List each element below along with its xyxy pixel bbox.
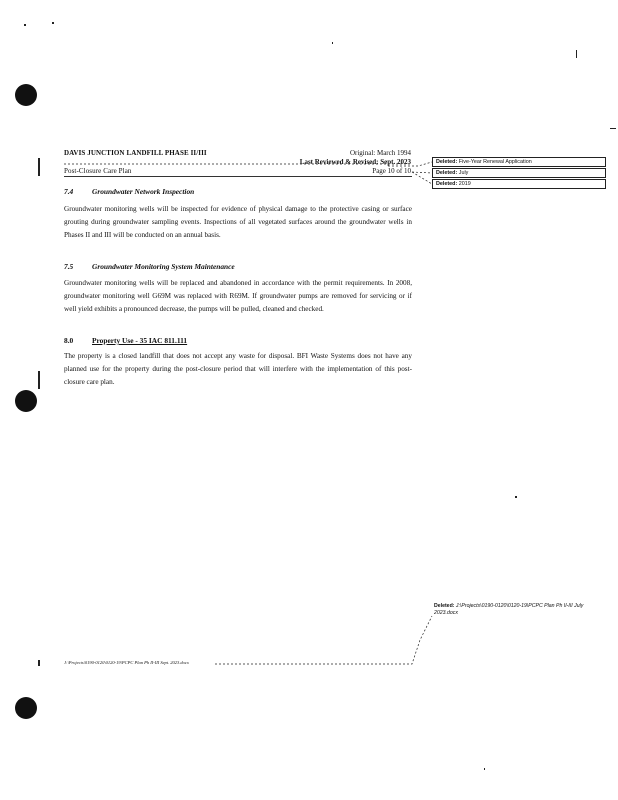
footer-path: J:\Projects\0190-0120\0120-19\PCPC Plan Ph II-III Sept. 2023.docx xyxy=(64,660,189,665)
section-8-0-body: The property is a closed landfill that does not accept any waste for disposal. BFI Waste Systems does not have any planned use for the property during the post-closure period that will interfere with the implementation of this post-closure care plan. xyxy=(64,352,412,387)
revision-text: Five-Year Renewal Application xyxy=(458,159,532,165)
revision-label: Deleted: xyxy=(436,170,458,176)
revision-label: Deleted: xyxy=(436,181,458,187)
document-subtitle: Post-Closure Care Plan xyxy=(64,167,132,175)
section-title: Groundwater Network Inspection xyxy=(92,187,195,196)
revision-text: J:\Projects\0190-0120\0120-19\PCPC Plan Ph II-III July 2023.docx xyxy=(434,603,584,616)
section-title: Property Use - 35 IAC 811.111 xyxy=(92,336,188,345)
section-7-5-body: Groundwater monitoring wells will be replaced and abandoned in accordance with the permit requirements. In 2008, groundwater monitoring well G69M was replaced with R69M. If groundwater pumps are removed for servicing or if well yield exhibits a pronounced decrease, the pumps will be pulled, cleaned and checked. xyxy=(64,279,412,314)
section-number: 7.4 xyxy=(64,187,74,196)
revision-text: July xyxy=(458,170,469,176)
section-number: 8.0 xyxy=(64,336,74,345)
last-reviewed-date: Last Reviewed & Revised: Sept. 2023 xyxy=(299,158,411,166)
revision-text: 2019 xyxy=(458,181,471,187)
page-number: Page 10 of 10 xyxy=(372,167,411,175)
revision-label: Deleted: xyxy=(434,603,455,609)
section-number: 7.5 xyxy=(64,262,74,271)
section-7-4-body: Groundwater monitoring wells will be inspected for evidence of physical damage to the protective casing or surface grouting during groundwater sampling events. Inspections of all vegetated surfaces around the groundwater wells in Phases II and III will be conducted on an annual basis. xyxy=(64,205,412,240)
document-title: DAVIS JUNCTION LANDFILL PHASE II/III xyxy=(64,149,207,157)
section-title: Groundwater Monitoring System Maintenance xyxy=(92,262,235,271)
revision-label: Deleted: xyxy=(436,159,458,165)
original-date: Original: March 1994 xyxy=(349,149,411,157)
